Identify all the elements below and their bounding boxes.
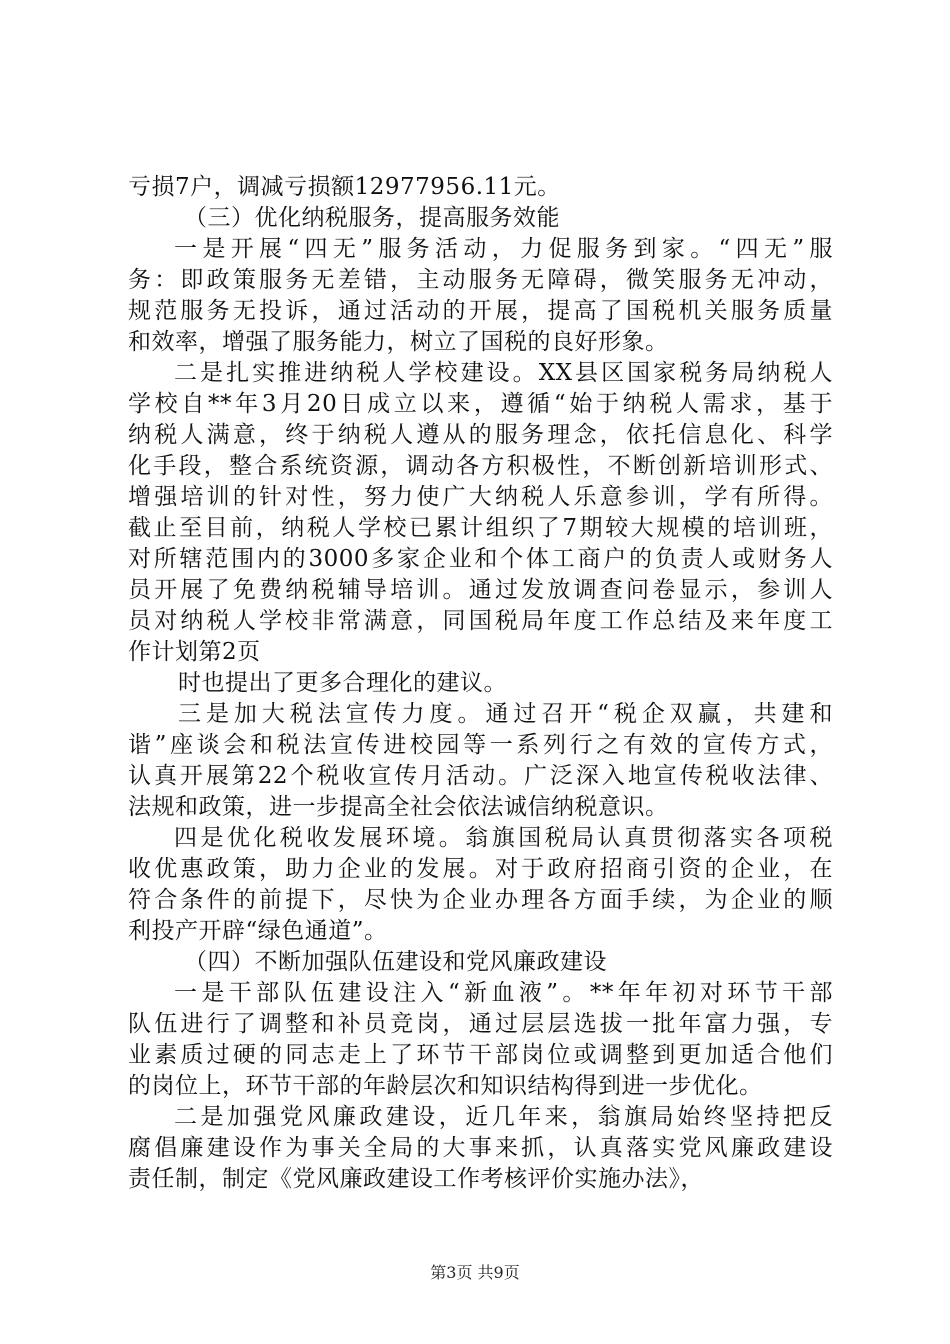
text-line: 员对纳税人学校非常满意，同国税局年度工作总结及来年度工 (128, 608, 833, 634)
page-footer: 第3页 共9页 (430, 1263, 520, 1282)
text-line: 队伍进行了调整和补员竞岗，通过层层选拔一批年富力强，专 (128, 1011, 833, 1037)
text-line: 时也提出了更多合理化的建议。 (178, 670, 507, 696)
text-line: 腐倡廉建设作为事关全局的大事来抓，认真落实党风廉政建设 (128, 1135, 833, 1161)
text-line: 谐”座谈会和税法宣传进校园等一系列行之有效的宣传方式， (128, 732, 833, 758)
text-line: 法规和政策，进一步提高全社会依法诚信纳税意识。 (128, 794, 669, 820)
text-line: 认真开展第22个税收宣传月活动。广泛深入地宣传税收法律、 (128, 763, 833, 789)
text-line: 学校自**年3月20日成立以来，遵循“始于纳税人需求，基于 (128, 391, 833, 417)
text-line: 四是优化税收发展环境。翁旗国税局认真贯彻落实各项税 (174, 825, 833, 851)
text-line: 截止至目前，纳税人学校已累计组织了7期较大规模的培训班， (128, 515, 833, 541)
text-line: 作计划第2页 (128, 639, 261, 665)
text-line: 员开展了免费纳税辅导培训。通过发放调查问卷显示，参训人 (128, 577, 833, 603)
text-line: 二是加强党风廉政建设，近几年来，翁旗局始终坚持把反 (174, 1104, 833, 1130)
text-line: 对所辖范围内的3000多家企业和个体工商户的负责人或财务人 (128, 546, 833, 572)
text-line: 和效率，增强了服务能力，树立了国税的良好形象。 (128, 329, 669, 355)
text-line: 三是加大税法宣传力度。通过召开“税企双赢，共建和 (178, 701, 833, 727)
text-line: 规范服务无投诉，通过活动的开展，提高了国税机关服务质量 (128, 298, 833, 324)
text-line: 的岗位上，环节干部的年龄层次和知识结构得到进一步优化。 (128, 1073, 763, 1099)
text-line: 务：即政策服务无差错，主动服务无障碍，微笑服务无冲动， (128, 267, 833, 293)
text-line: 增强培训的针对性，努力使广大纳税人乐意参训，学有所得。 (128, 484, 833, 510)
text-line: 责任制，制定《党风廉政建设工作考核评价实施办法》， (128, 1166, 704, 1192)
text-line: 收优惠政策，助力企业的发展。对于政府招商引资的企业，在 (128, 856, 833, 882)
text-line: 利投产开辟“绿色通道”。 (128, 918, 388, 944)
text-line: 亏损7户，调减亏损额12977956.11元。 (128, 174, 561, 200)
text-line: 一是干部队伍建设注入“新血液”。**年年初对环节干部 (174, 980, 833, 1006)
section-heading: （四）不断加强队伍建设和党风廉政建设 (184, 949, 607, 975)
text-line: 化手段，整合系统资源，调动各方积极性，不断创新培训形式、 (128, 453, 833, 479)
text-line: 二是扎实推进纳税人学校建设。XX县区国家税务局纳税人 (174, 360, 833, 386)
text-line: 纳税人满意，终于纳税人遵从的服务理念，依托信息化、科学 (128, 422, 833, 448)
text-line: 符合条件的前提下，尽快为企业办理各方面手续，为企业的顺 (128, 887, 833, 913)
text-line: 一是开展“四无”服务活动，力促服务到家。“四无”服 (174, 236, 833, 262)
section-heading: （三）优化纳税服务，提高服务效能 (184, 205, 560, 231)
text-line: 业素质过硬的同志走上了环节干部岗位或调整到更加适合他们 (128, 1042, 833, 1068)
document-body (128, 172, 833, 1195)
